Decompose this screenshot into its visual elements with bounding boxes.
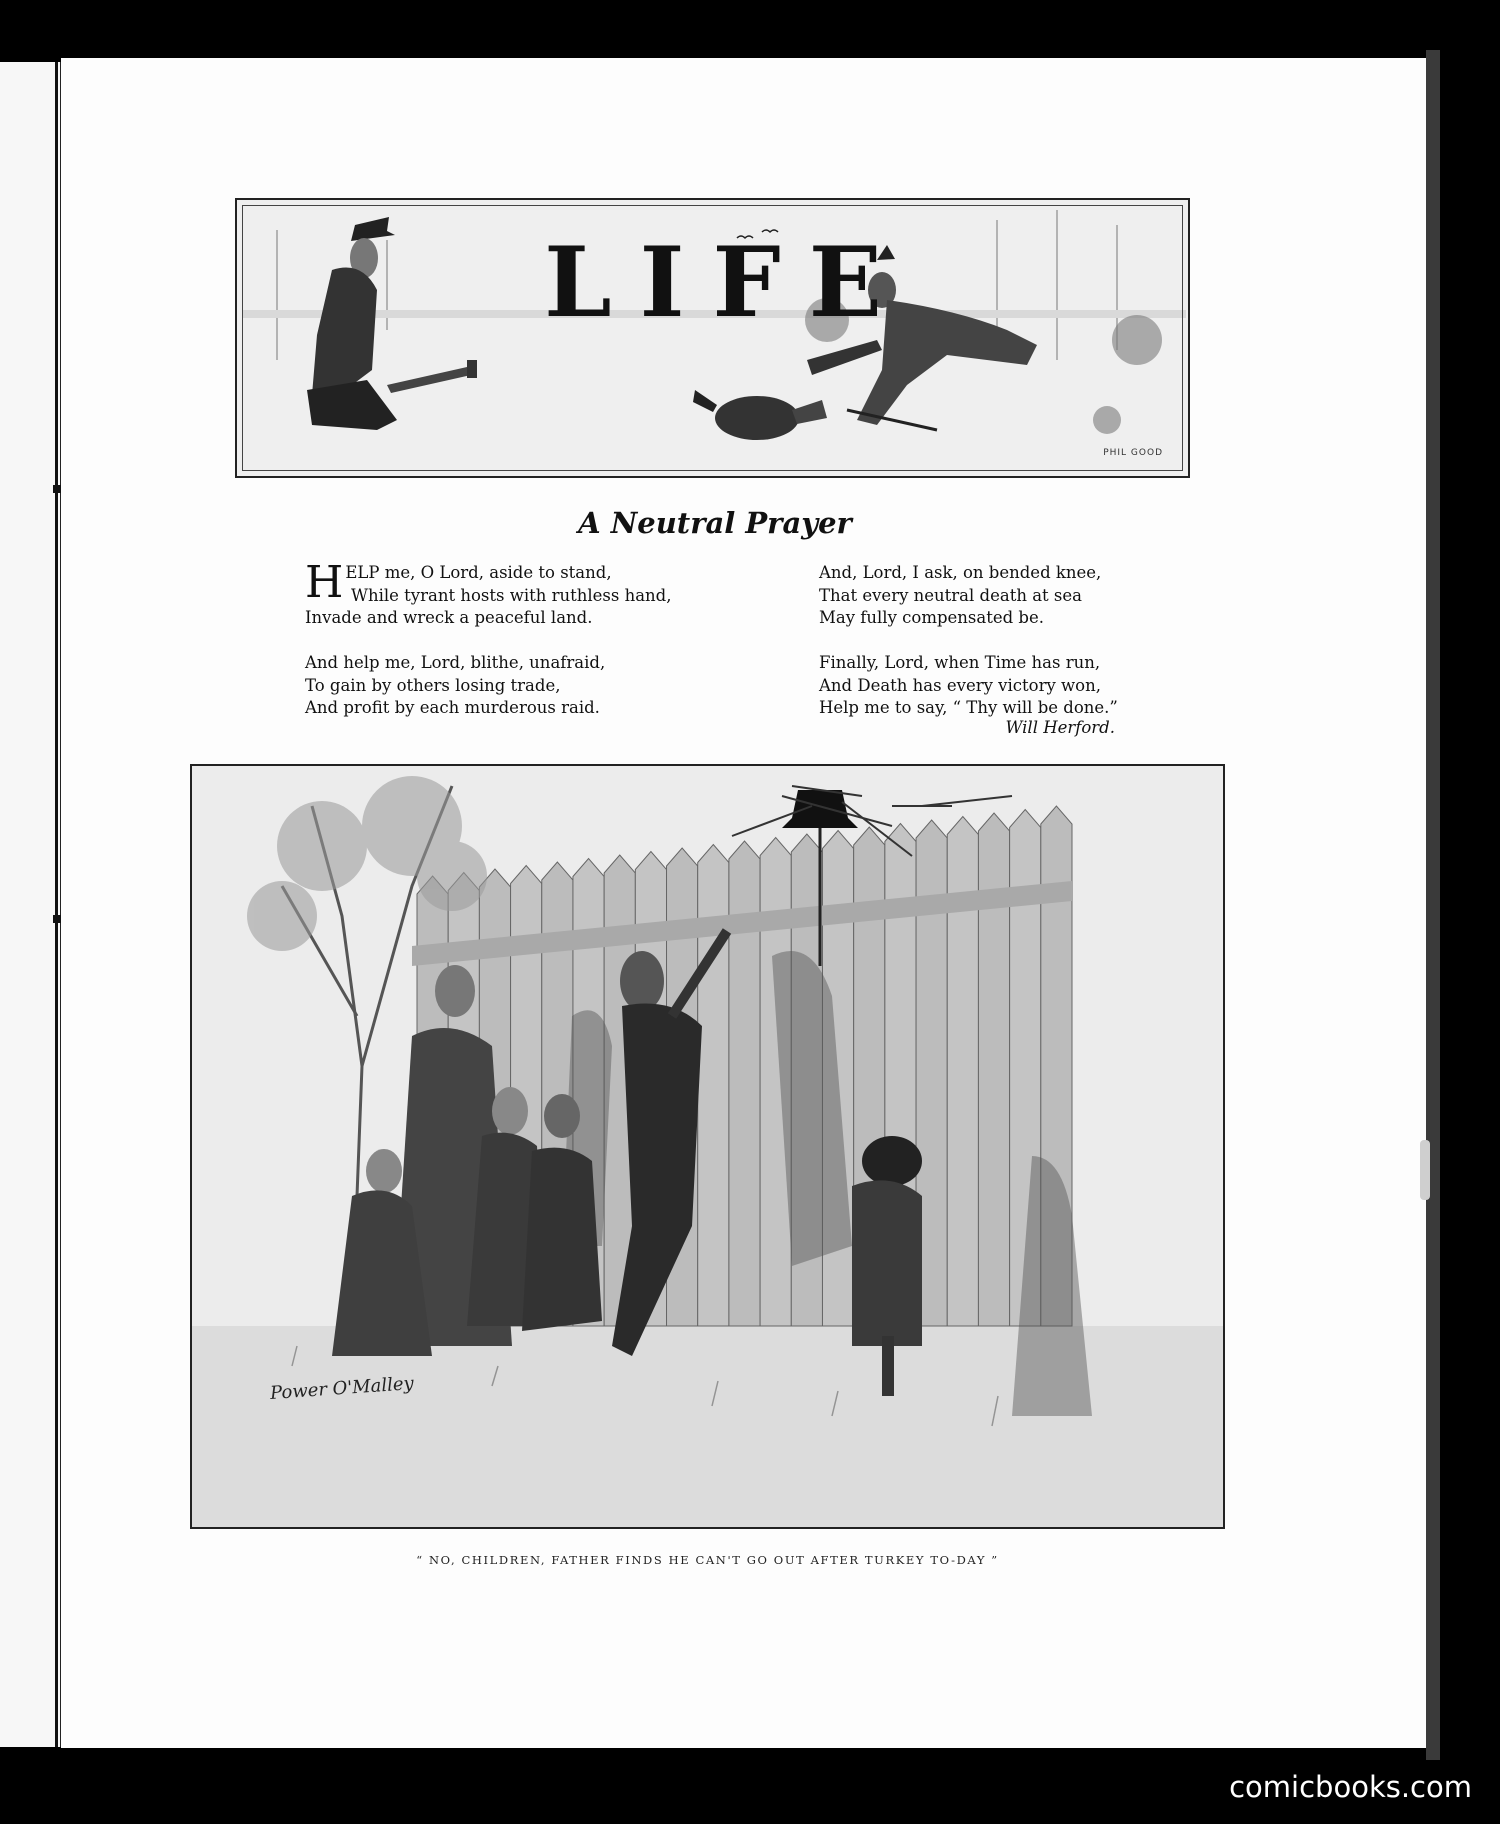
poem-stanza-2 (305, 652, 605, 720)
poem-stanza-4 (819, 652, 1118, 720)
poem-stanza-3 (819, 562, 1101, 630)
cartoon-artwork (192, 766, 1225, 1529)
poem-line-text: ELP me, O Lord, aside to stand, (345, 563, 612, 582)
illustration-caption: “ NO, CHILDREN, FATHER FINDS HE CAN'T GO OUT AFTER TURKEY TO-DAY ” (416, 1553, 999, 1567)
left-page-edge (0, 62, 61, 1747)
life-logo: LIFE (544, 226, 910, 339)
poem-line: While tyrant hosts with ruthless hand, (351, 585, 672, 605)
poem-line: And help me, Lord, blithe, unafraid, (305, 653, 606, 672)
drop-cap: H (305, 557, 344, 608)
cartoon-illustration (190, 764, 1225, 1529)
poem-line: Help me to say, “ Thy will be done.” (819, 698, 1118, 717)
poem-line: That every neutral death at sea (819, 585, 1082, 605)
poem-line: Finally, Lord, when Time has run, (819, 653, 1101, 672)
poem-line: Invade and wreck a peaceful land. (305, 608, 593, 627)
poem-stanza-1 (305, 557, 672, 630)
poem-line: To gain by others losing trade, (305, 675, 561, 695)
site-watermark: comicbooks.com (1229, 1770, 1472, 1804)
illustration-artist-signature: Power O'Malley (269, 1373, 415, 1404)
poem-author: Will Herford. (1005, 718, 1115, 737)
masthead-artist-signature: PHIL GOOD (1103, 448, 1163, 458)
poem-title: A Neutral Prayer (578, 506, 852, 540)
poem-line: And Death has every victory won, (819, 675, 1101, 695)
page-notch (1420, 1140, 1430, 1200)
poem-line: May fully compensated be. (819, 608, 1045, 627)
page-edge-shadow (1426, 50, 1440, 1760)
page-spine (55, 62, 58, 1747)
masthead-illustration (235, 198, 1190, 478)
poem-line: And profit by each murderous raid. (305, 698, 600, 717)
poem-line: And, Lord, I ask, on bended knee, (819, 563, 1102, 582)
